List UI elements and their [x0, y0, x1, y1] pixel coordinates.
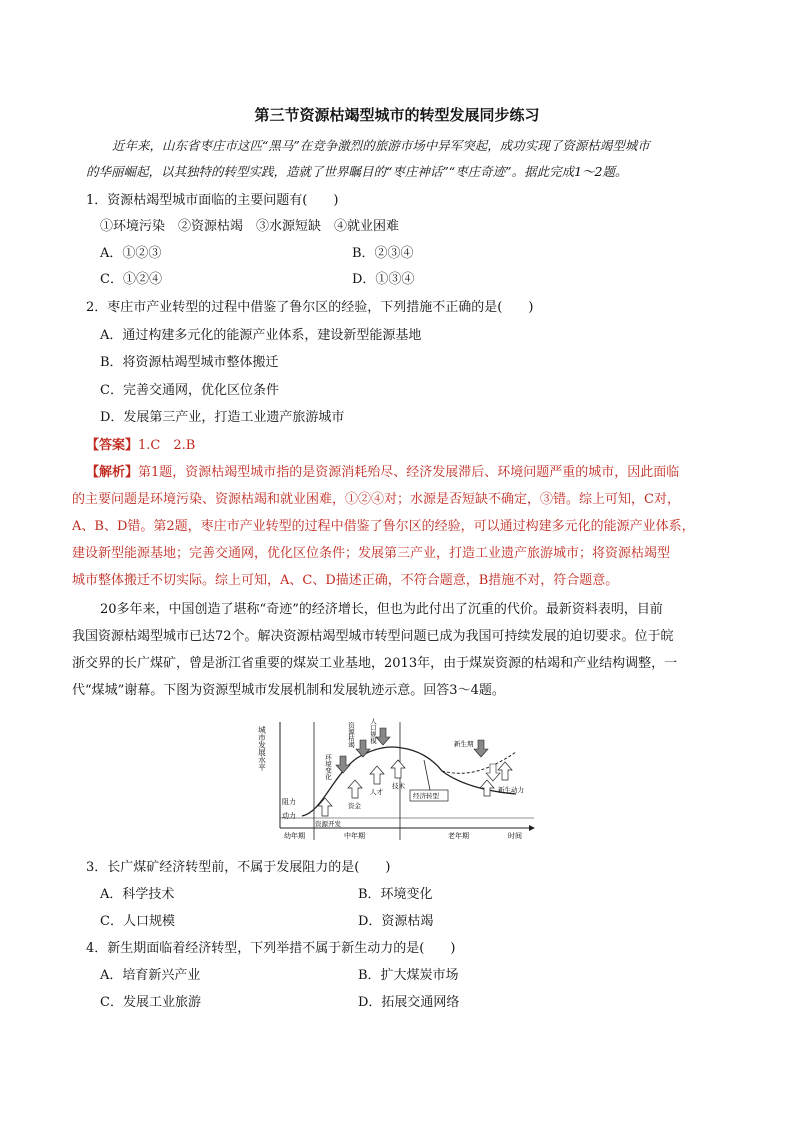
- question-3-stem: 3．长广煤矿经济转型前，不属于发展阻力的是( ): [86, 860, 391, 875]
- y-axis-label: 城市发展水平: [257, 726, 267, 771]
- power-arrow-capital: [348, 780, 362, 798]
- power-arrow-newpower-1: [498, 762, 512, 780]
- resistance-arrow-population: [376, 728, 390, 745]
- transform-pointer: [424, 760, 430, 790]
- question-4-stem: 4．新生期面临着经济转型，下列举措不属于新生动力的是( ): [86, 941, 456, 956]
- answer-line: [86, 436, 195, 456]
- question-4-option-d: D．拓展交通网络: [358, 995, 460, 1010]
- intro-line-1: 近年来，山东省枣庄市这匹“黑马”在竞争激烈的旅游市场中异军突起，成功实现了资源枯竭型城市: [112, 138, 650, 153]
- passage-2-line-3: 浙交界的长广煤矿，曾是浙江省重要的煤炭工业基地，2013年，由于煤炭资源的枯竭和产业结构调整，一: [72, 656, 678, 671]
- answer-label: 【答案】: [86, 438, 139, 453]
- passage-2-line-2: 我国资源枯竭型城市已达72个。解决资源枯竭型城市转型问题已成为我国可持续发展的迫切要求。位于皖: [72, 629, 674, 644]
- label-time: 时间: [508, 832, 522, 840]
- analysis-line-5: 城市整体搬迁不切实际。综上可知，A、C、D描述正确，不符合题意，B措施不对，符合题意。: [72, 573, 619, 588]
- power-arrow-talent: [370, 766, 384, 784]
- question-1-items: ①环境污染 ②资源枯竭 ③水源短缺 ④就业困难: [100, 219, 400, 234]
- power-arrow-tech: [391, 760, 405, 778]
- question-1-option-b: B．②③④: [352, 246, 414, 261]
- passage-2-line-1: 20多年来，中国创造了堪称“奇迹”的经济增长，但也为此付出了沉重的代价。最新资料表明，目前: [100, 602, 663, 617]
- resistance-arrow-newbirth: [474, 740, 488, 757]
- label-new-power: 新生动力: [498, 786, 524, 794]
- city-development-diagram: [252, 716, 542, 840]
- label-population: 人口规模: [369, 718, 377, 744]
- question-3-option-b: B．环境变化: [358, 887, 433, 902]
- question-1-stem: 1．资源枯竭型城市面临的主要问题有( ): [86, 193, 339, 208]
- resistance-arrow-env: [336, 756, 350, 773]
- analysis-line-4: 建设新型能源基地；完善交通网，优化区位条件；发展第三产业，打造工业遗产旅游城市；将资源枯竭型: [72, 546, 671, 561]
- question-1-option-c: C．①②④: [100, 272, 162, 287]
- answer-text: 1.C 2.B: [138, 438, 196, 453]
- label-transform: 经济转型: [413, 792, 439, 800]
- intro-line-2: 的华丽崛起，以其独特的转型实践，造就了世界瞩目的“枣庄神话”“枣庄奇迹”。据此完成1～2题。: [86, 164, 628, 179]
- question-2-option-a: A．通过构建多元化的能源产业体系，建设新型能源基地: [100, 328, 422, 343]
- label-power: 动力: [282, 812, 296, 820]
- label-capital: 资金: [348, 802, 361, 810]
- label-old: 老年期: [448, 832, 469, 840]
- question-2-stem: 2．枣庄市产业转型的过程中借鉴了鲁尔区的经验，下列措施不正确的是( ): [86, 300, 534, 315]
- question-2-option-c: C．完善交通网，优化区位条件: [100, 383, 279, 398]
- question-3-option-a: A．科学技术: [100, 887, 175, 902]
- power-arrow-resource-dev: [318, 798, 332, 816]
- analysis-line-2: 的主要问题是环境污染、资源枯竭和就业困难，①②④对；水源是否短缺不确定，③错。综上可知，C对，: [72, 492, 680, 507]
- label-infancy: 幼年期: [284, 832, 305, 840]
- power-arrow-newpower-2: [480, 780, 494, 796]
- analysis-text-1: 第1题，资源枯竭型城市指的是资源消耗殆尽、经济发展滞后、环境问题严重的城市，因此面临: [138, 465, 680, 480]
- passage-2-line-4: 代“煤城”谢幕。下图为资源型城市发展机制和发展轨迹示意。回答3～4题。: [72, 683, 505, 698]
- question-2-option-b: B．将资源枯竭型城市整体搬迁: [100, 355, 279, 370]
- question-3-option-d: D．资源枯竭: [358, 914, 434, 929]
- analysis-label: 【解析】: [86, 465, 139, 480]
- label-resistance: 阻力: [282, 798, 296, 806]
- label-new-birth: 新生期: [454, 740, 474, 748]
- analysis-line-3: A、B、D错。第2题，枣庄市产业转型的过程中借鉴了鲁尔区的经验，可以通过构建多元化的能源产业体系，: [72, 519, 695, 534]
- question-2-option-d: D．发展第三产业，打造工业遗产旅游城市: [100, 410, 345, 425]
- label-env-change: 环境变化: [324, 754, 332, 780]
- resistance-arrow-old: [486, 764, 500, 781]
- development-curve: [302, 747, 516, 816]
- question-1-option-a: A．①②③: [100, 246, 162, 261]
- page-title: 第三节资源枯竭型城市的转型发展同步练习: [254, 106, 540, 124]
- label-tech: 技术: [392, 782, 405, 790]
- analysis-line-1: [86, 463, 679, 483]
- label-talent: 人才: [370, 788, 383, 796]
- label-middle: 中年期: [344, 832, 365, 840]
- question-3-option-c: C．人口规模: [100, 914, 175, 929]
- label-resource-dev: 资源开发: [315, 820, 341, 828]
- question-1-option-d: D．①③④: [352, 272, 415, 287]
- question-4-option-a: A．培育新兴产业: [100, 968, 201, 983]
- question-4-option-c: C．发展工业旅游: [100, 995, 201, 1010]
- label-resource-depletion: 资源枯竭: [347, 722, 355, 748]
- question-4-option-b: B．扩大煤炭市场: [358, 968, 459, 983]
- resistance-arrow-resource: [356, 740, 370, 757]
